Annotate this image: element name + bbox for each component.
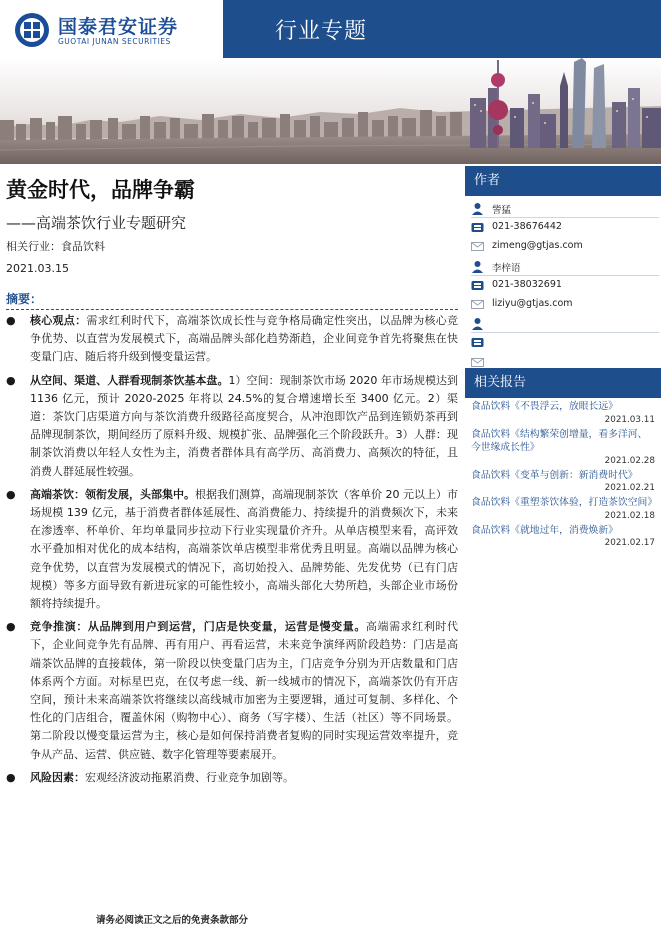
- report-header: [0, 0, 661, 60]
- author-phone: 021-38032691: [492, 278, 562, 290]
- phone-icon: [471, 279, 484, 292]
- author-email-row: [471, 237, 659, 256]
- related-report-date: 2021.03.11: [604, 414, 655, 425]
- bullet-risks: [6, 769, 458, 787]
- brand-name-cn: 国泰君安证券: [58, 16, 179, 38]
- bullet-text: 根据我们测算，高端现制茶饮（客单价 20 元以上）市场规模 139 亿元，基于消费者群体延展性、高消费能力、持续提升的消费频次下，未来在渗透率、杯单价、年均单量同步拉动下行业实现量价齐升。从单店模型来看，高评效水平叠加相对优化的成本结构，高端茶饮单店模型非常优秀且明显。高端以品牌为核心竞争优势，以直营为发展模式的情况下，高切始投入、品牌势能、先发优势（已有门店规模）等多方面导致有新进玩家的可能性较小，高端头部化大势所趋，头部企业市场份额将持续提升。: [30, 487, 458, 611]
- brand-name-en: GUOTAI JUNAN SECURITIES: [58, 37, 171, 46]
- report-type-banner: [223, 0, 661, 58]
- email-icon: [471, 356, 484, 369]
- related-reports-heading: 相关报告: [465, 368, 661, 398]
- bullet-premium-tea: [6, 486, 458, 613]
- author-name-row: [471, 314, 659, 333]
- report-title: 黄金时代，品牌争霸: [6, 178, 195, 202]
- report-subtitle: ——高端茶饮行业专题研究: [6, 214, 187, 232]
- author-list: [471, 199, 659, 372]
- author-name: 李梓语: [492, 262, 521, 274]
- related-report-item[interactable]: [471, 428, 655, 467]
- related-report-item[interactable]: [471, 496, 658, 522]
- related-report-title[interactable]: 食品饮料《结构繁荣创增量，看多洋河、今世缘成长性》: [471, 428, 648, 453]
- bullet-heading: 核心观点：: [30, 314, 87, 327]
- bullet-dot-icon: ●: [6, 620, 16, 634]
- report-date: 2021.03.15: [6, 262, 69, 275]
- abstract-divider: [6, 309, 458, 310]
- person-icon: [471, 202, 484, 215]
- related-report-date: 2021.02.21: [604, 483, 655, 493]
- bullet-text: 需求红利时代下，高端茶饮成长性与竞争格局确定性突出，以品牌为核心竞争优势、以直营为发展模式下，高端品牌头部化趋势渐趋，企业间竞争首先将聚焦在快变量门店、随后将升级到慢变量运营。: [30, 314, 459, 364]
- bullet-heading: 高端茶饮：领衔发展，头部集中。: [30, 487, 195, 501]
- author-name-row: [471, 199, 659, 218]
- author-email[interactable]: liziyu@gtjas.com: [492, 297, 573, 309]
- disclaimer-footer: 请务必阅读正文之后的免责条款部分: [96, 915, 249, 926]
- bullet-heading: 竞争推演：从品牌到用户到运营，门店是快变量，运营是慢变量。: [30, 620, 366, 634]
- abstract-bullets: [6, 312, 458, 792]
- related-industry: 相关行业：食品饮料: [6, 240, 105, 253]
- related-report-title[interactable]: 食品饮料《不畏浮云，放眼长远》: [471, 401, 618, 412]
- bullet-core-view: [6, 312, 458, 367]
- related-report-item[interactable]: [471, 400, 655, 426]
- bullet-competition: [6, 618, 458, 764]
- bullet-dot-icon: ●: [6, 314, 16, 327]
- related-report-item[interactable]: [471, 469, 655, 495]
- bullet-text: 高端需求红利时代下，企业间竞争先有品牌、再有用户、再看运营，未来竞争演绎两阶段趋势：门店是高端茶饮品牌的直接载体，第一阶段以快变量门店为主，门店竞争分别为开店数量和门店体系两个方面。对标星巴克，在仅考虑一线、新一线城市的情况下，高端茶饮仍有开店空间，预计未来高端茶饮将继续以高线城市加密为主要逻辑，通过可复制、多样化、个性化的门店组合，覆盖休闲（购物中心）、商务（写字楼）、生活（社区）等不同场景。第二阶段以慢变量运营为主，核心是如何保持消费者复购的同时实现运营效率提升，竞争从产品、运营、供应链、数字化管理等要素展开。: [30, 620, 459, 761]
- person-icon: [471, 317, 484, 330]
- author-email-row: [471, 295, 659, 314]
- related-report-item[interactable]: [471, 524, 655, 550]
- related-report-title[interactable]: 食品饮料《就地过年，消费焕新》: [471, 524, 618, 536]
- author-phone-row: [471, 333, 659, 352]
- related-report-date: 2021.02.17: [604, 538, 655, 548]
- related-report-title[interactable]: 食品饮料《变革与创新：新消费时代》: [471, 469, 638, 481]
- author-phone: 021-38676442: [492, 221, 562, 233]
- phone-icon: [471, 336, 484, 349]
- bullet-heading: 风险因素：: [30, 770, 85, 784]
- email-icon: [471, 240, 484, 253]
- related-reports-list: [471, 400, 658, 551]
- bullet-dot-icon: ●: [6, 770, 16, 784]
- abstract-heading: 摘要：: [6, 292, 43, 306]
- author-phone-row: [471, 276, 659, 295]
- city-skyline-banner: [0, 58, 661, 164]
- author-phone-row: [471, 218, 659, 237]
- related-report-date: 2021.02.18: [604, 510, 655, 521]
- author-section-heading: 作者: [465, 166, 661, 196]
- author-email[interactable]: zimeng@gtjas.com: [492, 240, 583, 252]
- bullet-text: 宏观经济波动拖累消费、行业竞争加剧等。: [85, 770, 294, 784]
- author-name: 訾猛: [492, 205, 512, 216]
- related-report-title[interactable]: 食品饮料《重塑茶饮体验，打造茶饮空间》: [471, 497, 658, 508]
- bullet-dot-icon: ●: [6, 373, 16, 387]
- author-name-row: [471, 257, 659, 276]
- person-icon: [471, 260, 484, 273]
- bullet-text: 1）空间：现制茶饮市场 2020 年市场规模达到 1136 亿元，预计 2020-2025 年将以 24.5%的复合增速增长至 3400 亿元。2）渠道：茶饮门店渠道方向与茶饮消费升级路径高度契合，从冲泡即饮产品到连锁奶茶再到品牌现制茶饮，期间经历了原料升级、规模扩张、品牌强化三个阶段跃升。3）人群：现制茶饮消费以年轻人女性为主，消费者群体具有高学历、高消费力、高频次的特征，且消费人群延展性较强。: [30, 373, 458, 478]
- brand-logo: [14, 10, 214, 50]
- report-type-label: 行业专题: [275, 19, 368, 44]
- bullet-heading: 从空间、渠道、人群看现制茶饮基本盘。: [30, 373, 229, 387]
- bullet-dot-icon: ●: [6, 487, 16, 501]
- skyline-image: [0, 58, 661, 164]
- related-report-date: 2021.02.28: [604, 455, 655, 466]
- brand-logo-icon: [14, 12, 50, 48]
- bullet-market-basics: [6, 372, 458, 481]
- email-icon: [471, 298, 484, 311]
- phone-icon: [471, 221, 484, 234]
